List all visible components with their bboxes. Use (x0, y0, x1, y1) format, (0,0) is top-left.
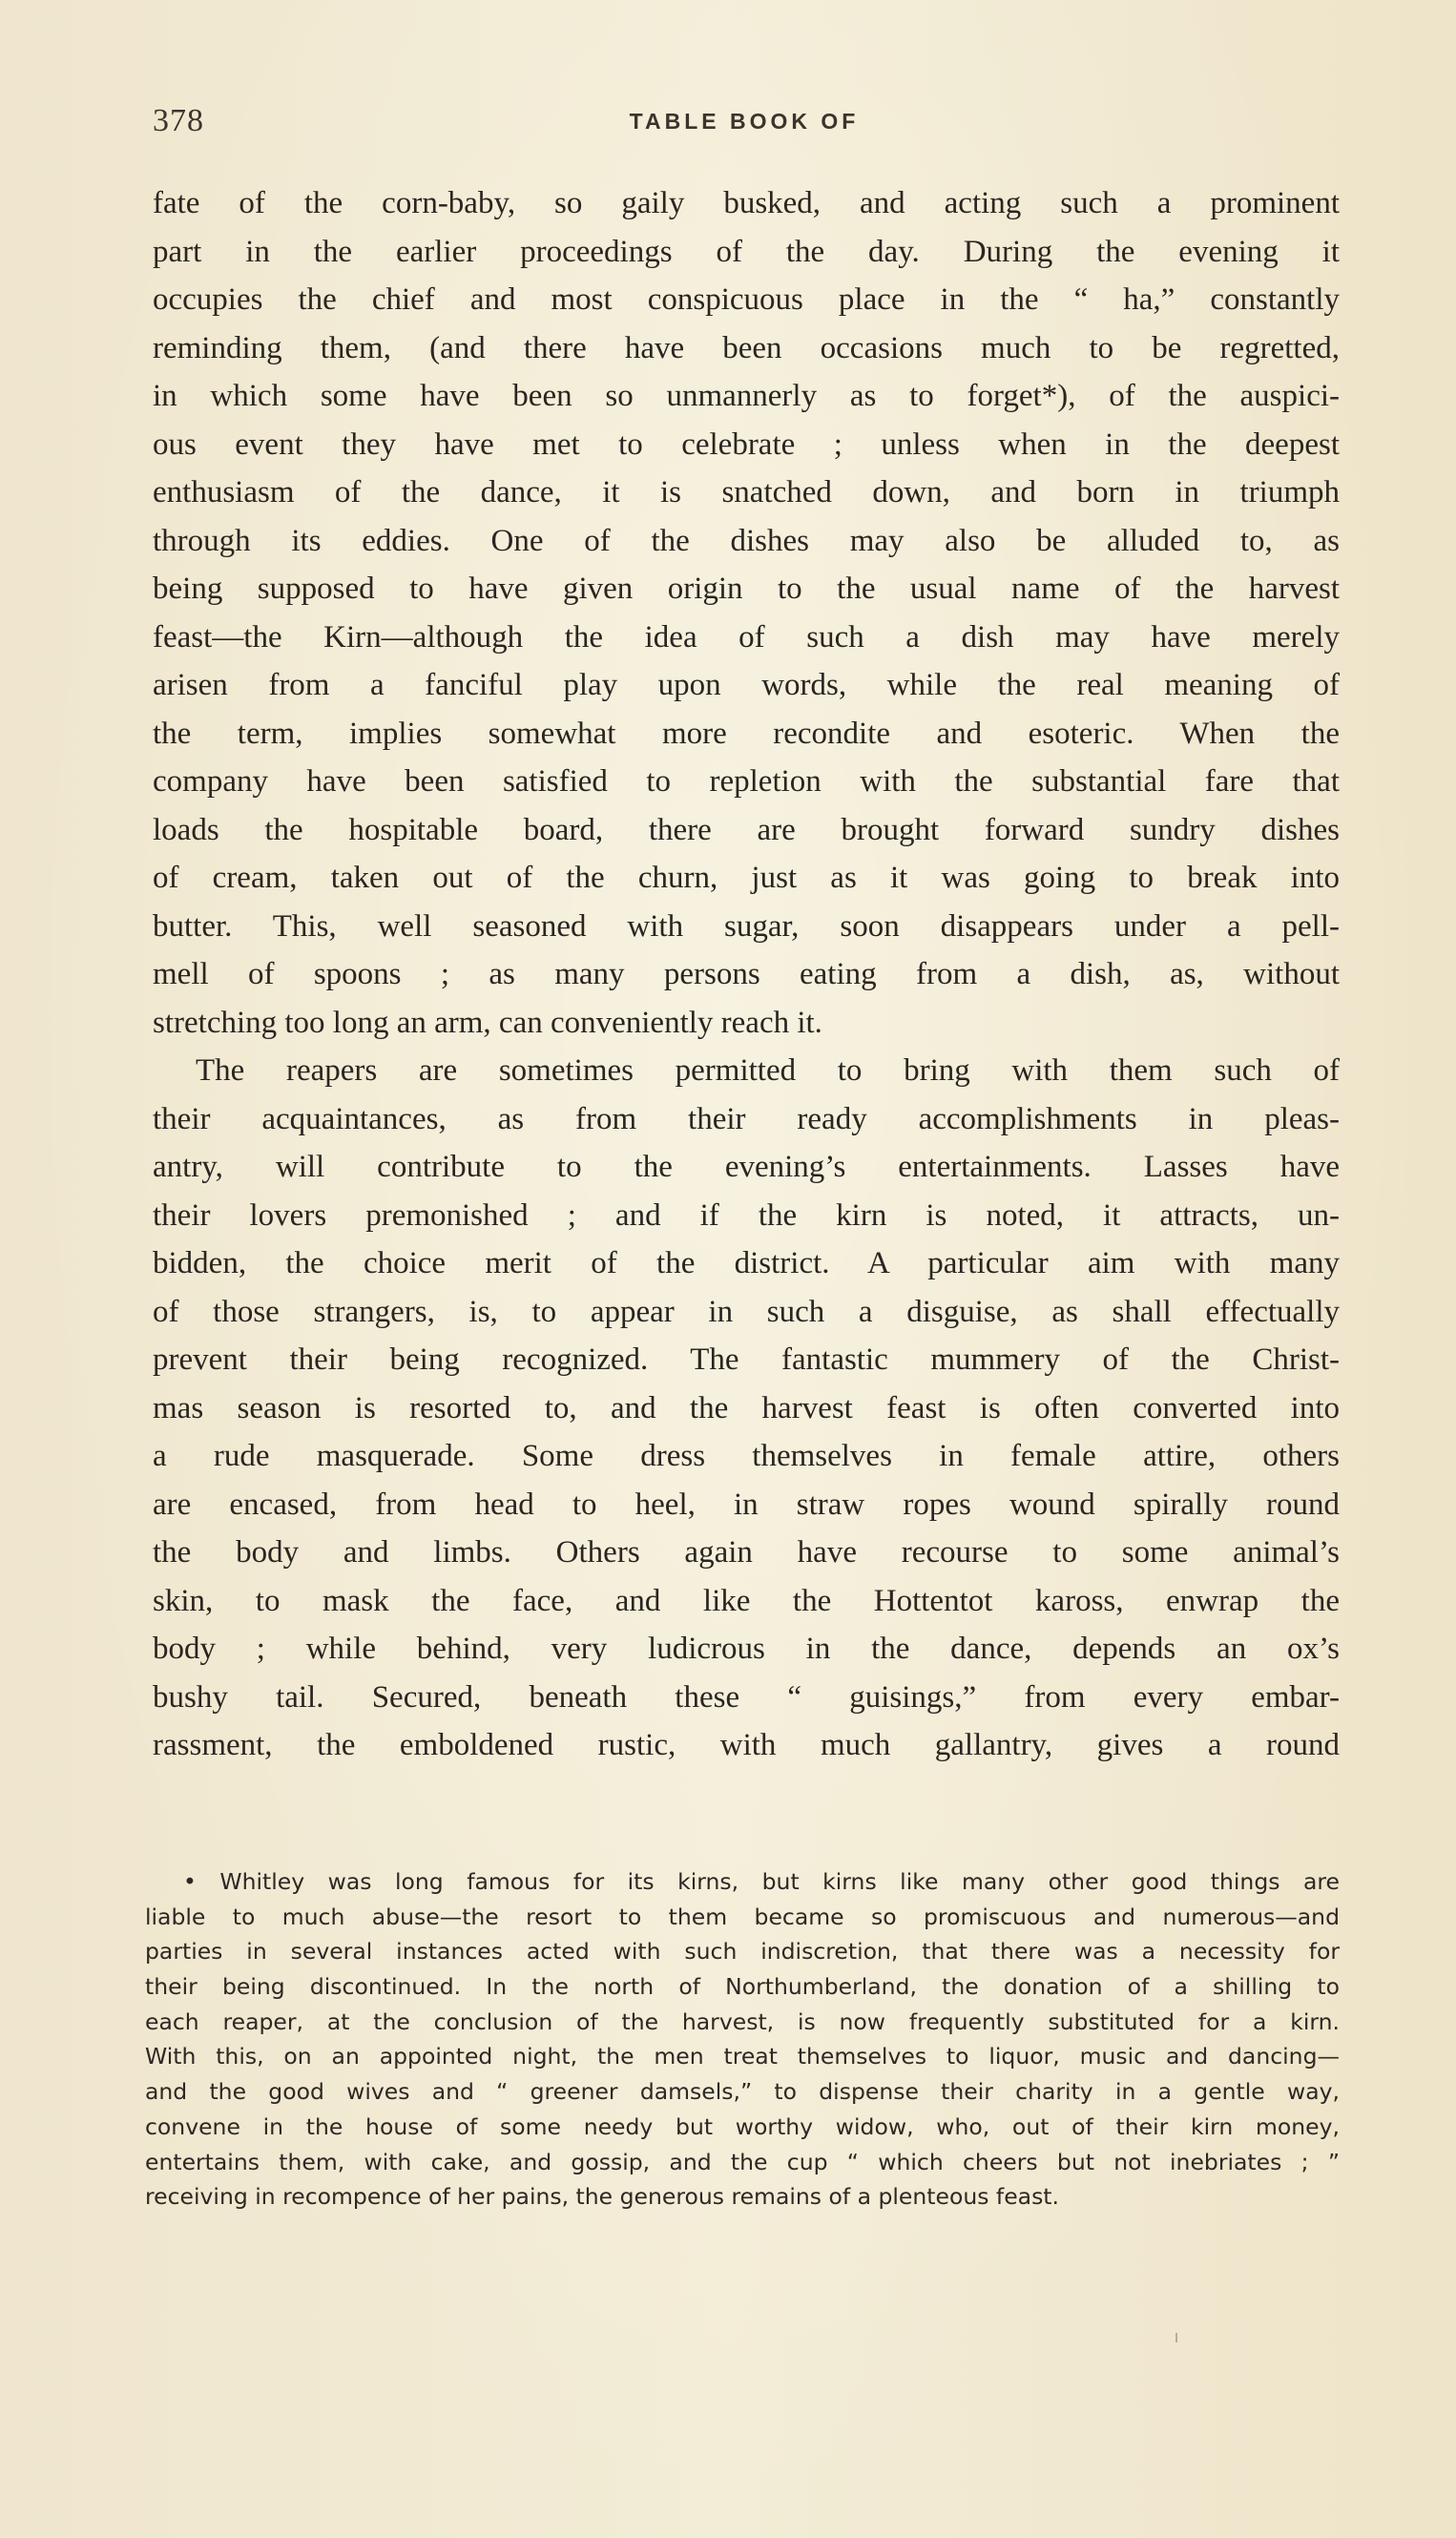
footnote-line: convene in the house of some needy but worthy widow, who, out of their kirn money, (145, 2112, 1340, 2140)
body-line: mell of spoons ; as many persons eating from a dish, as, without (153, 957, 1340, 991)
body-line: the body and limbs. Others again have recourse to some animal’s (153, 1535, 1340, 1570)
body-line: company have been satisfied to repletion with the substantial fare that (153, 764, 1340, 799)
body-line: The reapers are sometimes permitted to bring with them such of (196, 1053, 1340, 1088)
footnote (145, 1864, 1340, 2215)
footnote-line: and the good wives and “ greener damsels,” to dispense their charity in a gentle way, (145, 2078, 1340, 2106)
body-line: bidden, the choice merit of the district. A particular aim with many (153, 1246, 1340, 1280)
body-line: loads the hospitable board, there are brought forward sundry dishes (153, 812, 1340, 847)
body-line: bushy tail. Secured, beneath these “ guisings,” from every embar- (153, 1679, 1340, 1715)
body-line: skin, to mask the face, and like the Hottentot kaross, enwrap the (153, 1583, 1340, 1618)
main-text (153, 179, 1340, 1770)
body-line: occupies the chief and most conspicuous place in the “ ha,” constantly (153, 282, 1340, 317)
paper-speck (1175, 2333, 1177, 2342)
page-number: 378 (153, 103, 204, 138)
footnote-line: • Whitley was long famous for its kirns, but kirns like many other good things are (183, 1868, 1340, 1895)
body-line: their lovers premonished ; and if the kirn is noted, it attracts, un- (153, 1197, 1340, 1233)
body-line: butter. This, well seasoned with sugar, soon disappears under a pell- (153, 908, 1340, 944)
footnote-line: their being discontinued. In the north of Northumberland, the donation of a shilling to (145, 1973, 1340, 2001)
body-line: part in the earlier proceedings of the day. During the evening it (153, 234, 1340, 269)
body-line: rassment, the emboldened rustic, with much gallantry, gives a round (153, 1728, 1340, 1762)
footnote-line: parties in several instances acted with such indiscretion, that there was a necessity for (145, 1938, 1340, 1966)
footnote-line: liable to much abuse—the resort to them became so promiscuous and numerous—and (145, 1903, 1340, 1930)
body-line: feast—the Kirn—although the idea of such a dish may have merely (153, 619, 1340, 655)
body-line: fate of the corn-baby, so gaily busked, and acting such a prominent (153, 186, 1340, 220)
footnote-line: entertains them, with cake, and gossip, and the cup “ which cheers but not inebriates ; ” (145, 2148, 1340, 2175)
body-line: in which some have been so unmannerly as to forget*), of the auspici- (153, 379, 1340, 413)
footnote-line: receiving in recompence of her pains, the generous remains of a plenteous feast. (145, 2183, 1059, 2211)
body-line: antry, will contribute to the evening’s entertainments. Lasses have (153, 1150, 1340, 1184)
body-line: a rude masquerade. Some dress themselves in female attire, others (153, 1439, 1340, 1473)
body-line: the term, implies somewhat more recondite and esoteric. When the (153, 716, 1340, 751)
body-line: stretching too long an arm, can conveniently reach it. (153, 1005, 822, 1040)
body-line: of those strangers, is, to appear in such a disguise, as shall effectually (153, 1294, 1340, 1329)
body-line: prevent their being recognized. The fantastic mummery of the Christ- (153, 1342, 1340, 1377)
body-line: enthusiasm of the dance, it is snatched down, and born in triumph (153, 475, 1340, 510)
book-title: TABLE BOOK OF (629, 109, 860, 134)
body-line: reminding them, (and there have been occasions much to be regretted, (153, 330, 1340, 365)
footnote-line: each reaper, at the conclusion of the harvest, is now frequently substituted for a kirn. (145, 2008, 1340, 2035)
body-line: arisen from a fanciful play upon words, while the real meaning of (153, 668, 1340, 702)
running-head (153, 103, 1336, 141)
body-line: mas season is resorted to, and the harvest feast is often converted into (153, 1390, 1340, 1425)
body-line: are encased, from head to heel, in straw ropes wound spirally round (153, 1487, 1340, 1522)
body-line: ous event they have met to celebrate ; unless when in the deepest (153, 426, 1340, 462)
body-line: their acquaintances, as from their ready accomplishments in pleas- (153, 1101, 1340, 1136)
body-line: of cream, taken out of the churn, just as it was going to break into (153, 861, 1340, 895)
footnote-line: With this, on an appointed night, the men treat themselves to liquor, music and dancing— (145, 2043, 1340, 2070)
body-line: being supposed to have given origin to the usual name of the harvest (153, 572, 1340, 606)
body-line: body ; while behind, very ludicrous in the dance, depends an ox’s (153, 1632, 1340, 1666)
body-line: through its eddies. One of the dishes may also be alluded to, as (153, 523, 1340, 558)
